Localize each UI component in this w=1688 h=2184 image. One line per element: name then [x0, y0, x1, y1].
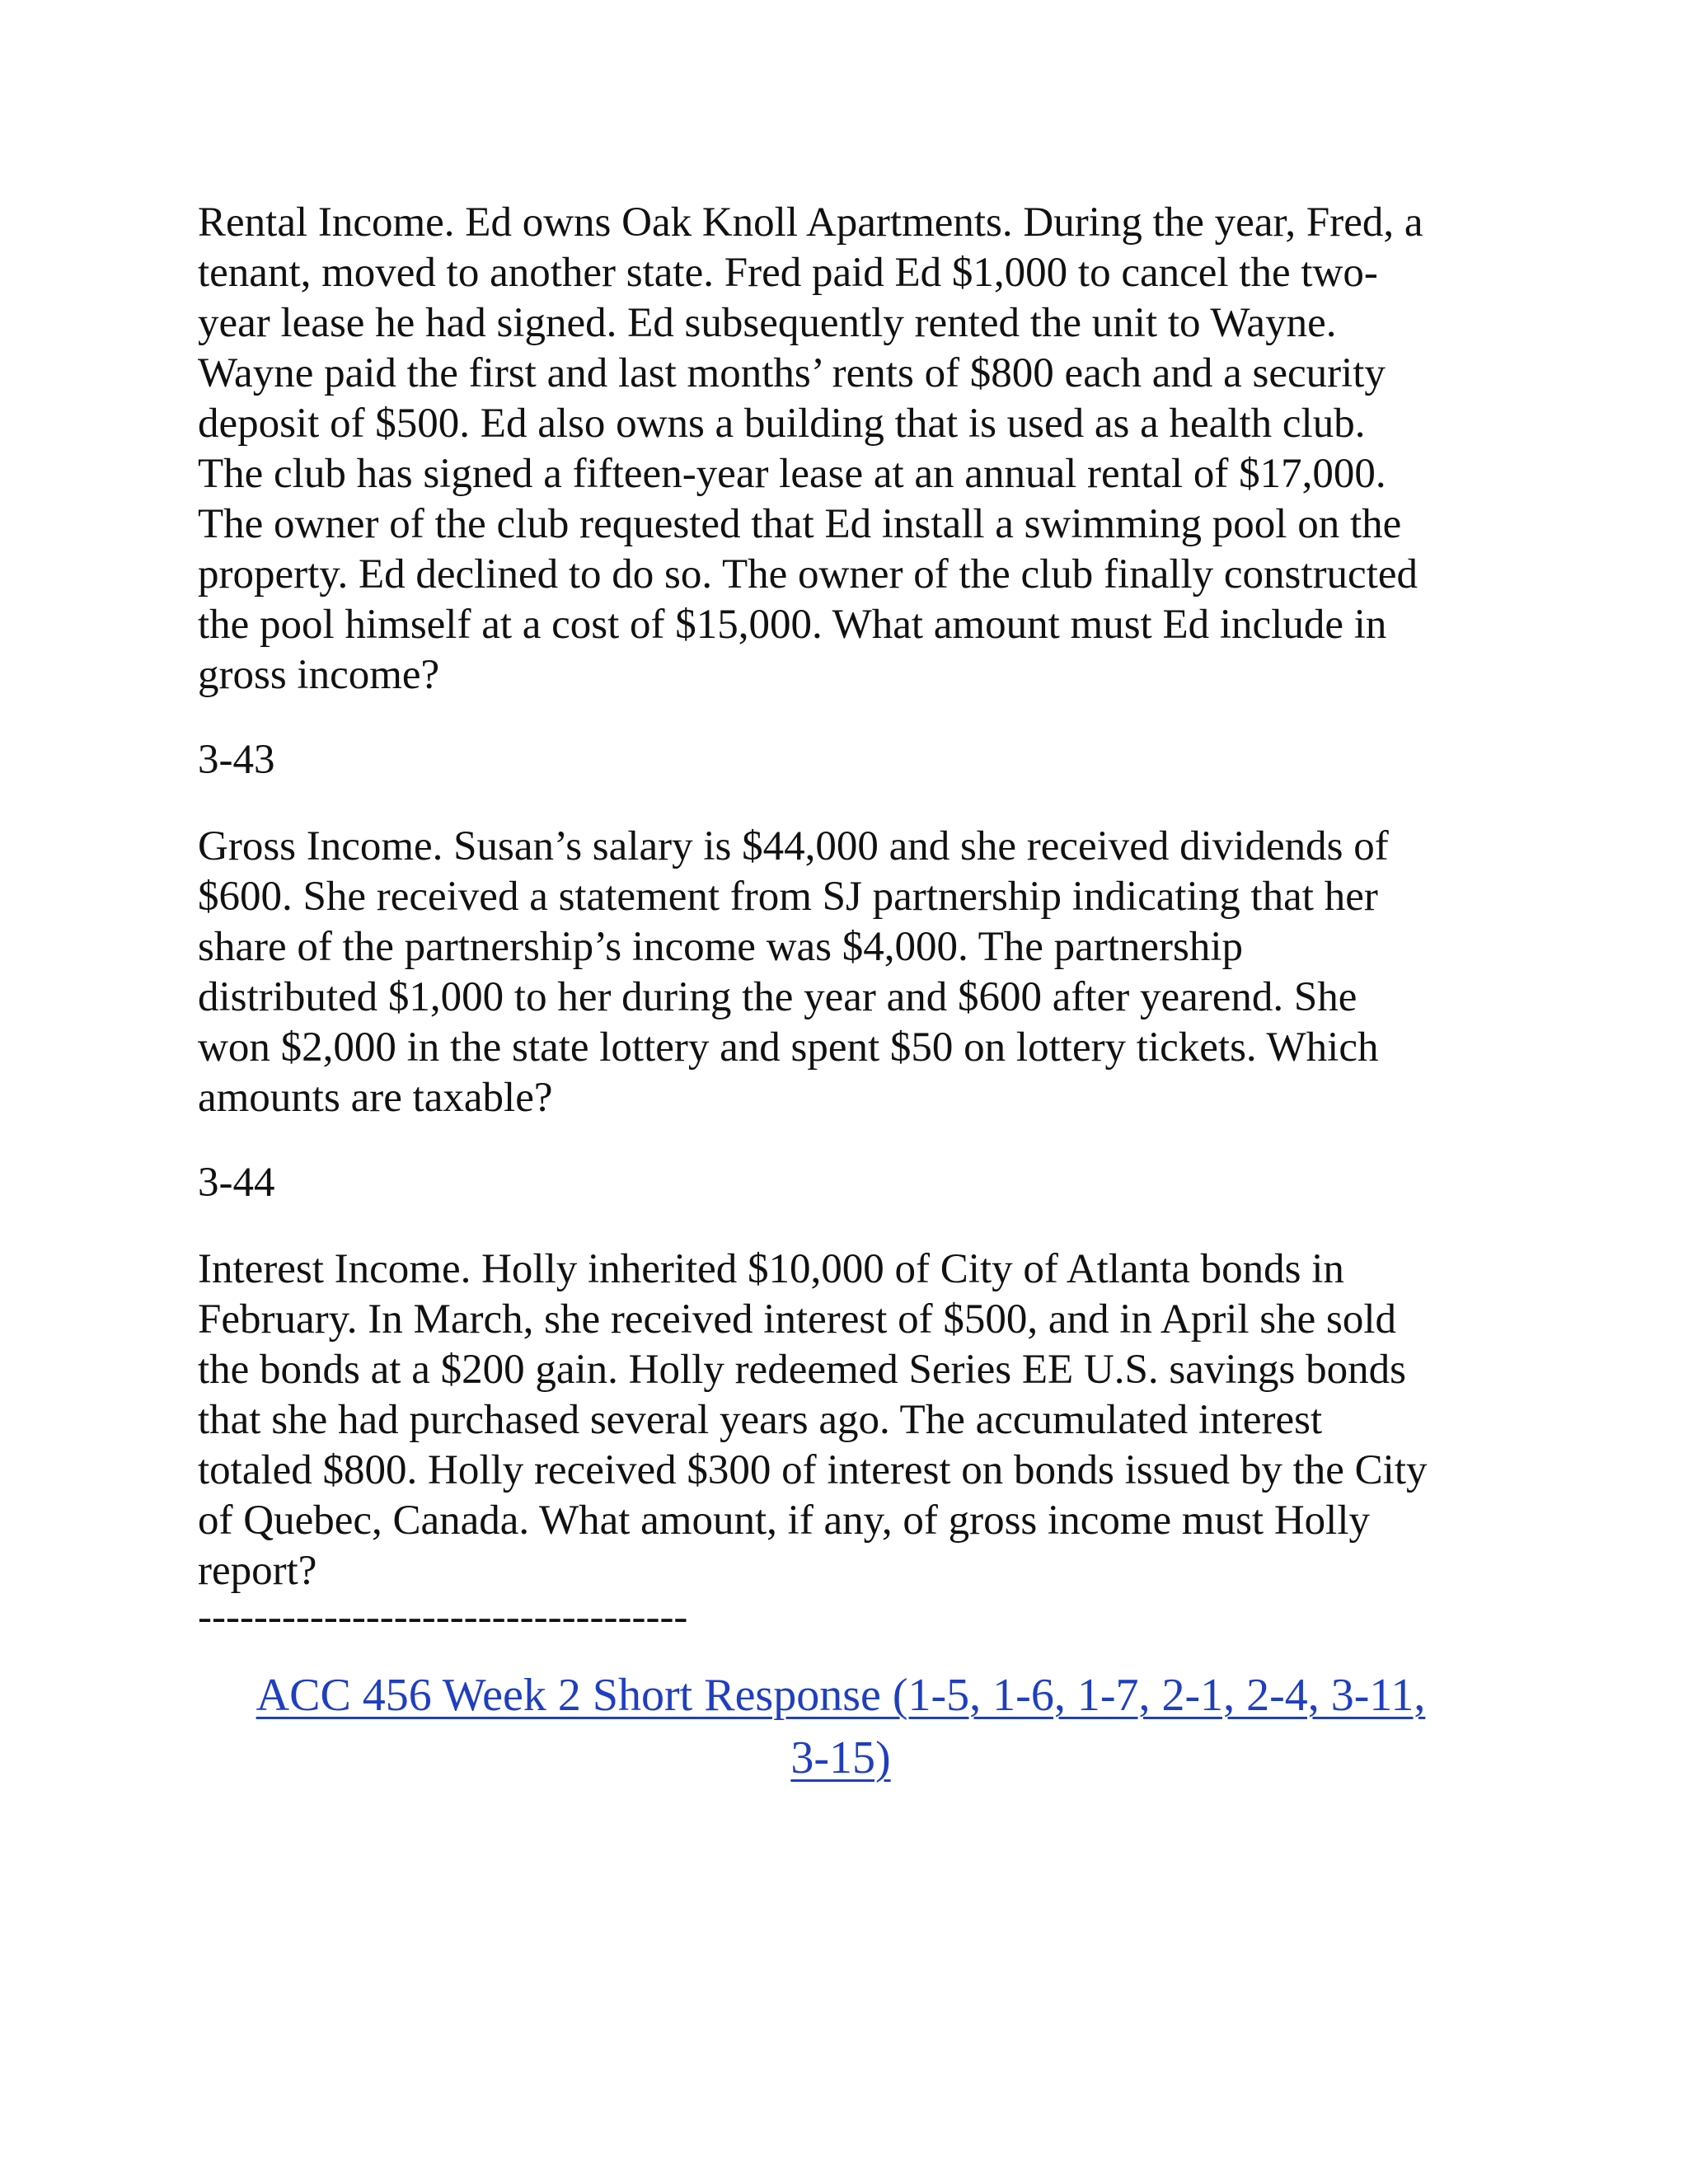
- paragraph-line: the pool himself at a cost of $15,000. What amount must Ed include in: [198, 602, 1387, 648]
- paragraph-line: report?: [198, 1548, 317, 1594]
- paragraph-line: Gross Income. Susan’s salary is $44,000 and she received dividends of: [198, 823, 1389, 869]
- paragraph-line: the bonds at a $200 gain. Holly redeemed Series EE U.S. savings bonds: [198, 1347, 1407, 1393]
- document-page: [198, 198, 1500, 1789]
- link-line: 3-15): [790, 1732, 891, 1783]
- paragraph-line: The owner of the club requested that Ed install a swimming pool on the: [198, 501, 1402, 547]
- dashed-separator: -----------------------------------: [198, 1594, 688, 1640]
- paragraph-line: won $2,000 in the state lottery and spent $50 on lottery tickets. Which: [198, 1024, 1379, 1071]
- paragraph-line: Interest Income. Holly inherited $10,000 of City of Atlanta bonds in: [198, 1246, 1344, 1292]
- acc456-week2-link[interactable]: [198, 1664, 1484, 1789]
- paragraph-line: deposit of $500. Ed also owns a building that is used as a health club.: [198, 401, 1366, 447]
- paragraph-line: $600. She received a statement from SJ partnership indicating that her: [198, 874, 1378, 920]
- paragraph-line: Rental Income. Ed owns Oak Knoll Apartments. During the year, Fred, a: [198, 199, 1423, 246]
- paragraph-line: The club has signed a fifteen-year lease at an annual rental of $17,000.: [198, 451, 1386, 497]
- paragraph-line: Wayne paid the first and last months’ rents of $800 each and a security: [198, 350, 1386, 396]
- problem-number-3-44: 3-44: [198, 1160, 275, 1206]
- paragraph-line: that she had purchased several years ago. The accumulated interest: [198, 1397, 1323, 1443]
- paragraph-line: tenant, moved to another state. Fred paid Ed $1,000 to cancel the two-: [198, 250, 1378, 296]
- paragraph-line: property. Ed declined to do so. The owner of the club finally constructed: [198, 551, 1418, 598]
- paragraph-line: distributed $1,000 to her during the year and $600 after yearend. She: [198, 974, 1357, 1020]
- paragraph-line: amounts are taxable?: [198, 1075, 553, 1121]
- paragraph-line: year lease he had signed. Ed subsequently rented the unit to Wayne.: [198, 300, 1337, 346]
- paragraph-line: February. In March, she received interest of $500, and in April she sold: [198, 1296, 1397, 1343]
- link-line: ACC 456 Week 2 Short Response (1-5, 1-6, 1-7, 2-1, 2-4, 3-11,: [256, 1670, 1426, 1721]
- paragraph-line: of Quebec, Canada. What amount, if any, of gross income must Holly: [198, 1497, 1370, 1544]
- paragraph-line: share of the partnership’s income was $4,000. The partnership: [198, 924, 1244, 970]
- problem-number-3-43: 3-43: [198, 737, 275, 783]
- gross-income-paragraph: [198, 822, 1500, 1123]
- interest-income-paragraph: [198, 1244, 1500, 1596]
- paragraph-line: totaled $800. Holly received $300 of interest on bonds issued by the City: [198, 1447, 1428, 1493]
- link-container: [198, 1664, 1484, 1789]
- rental-income-paragraph: [198, 198, 1500, 701]
- paragraph-line: gross income?: [198, 652, 440, 698]
